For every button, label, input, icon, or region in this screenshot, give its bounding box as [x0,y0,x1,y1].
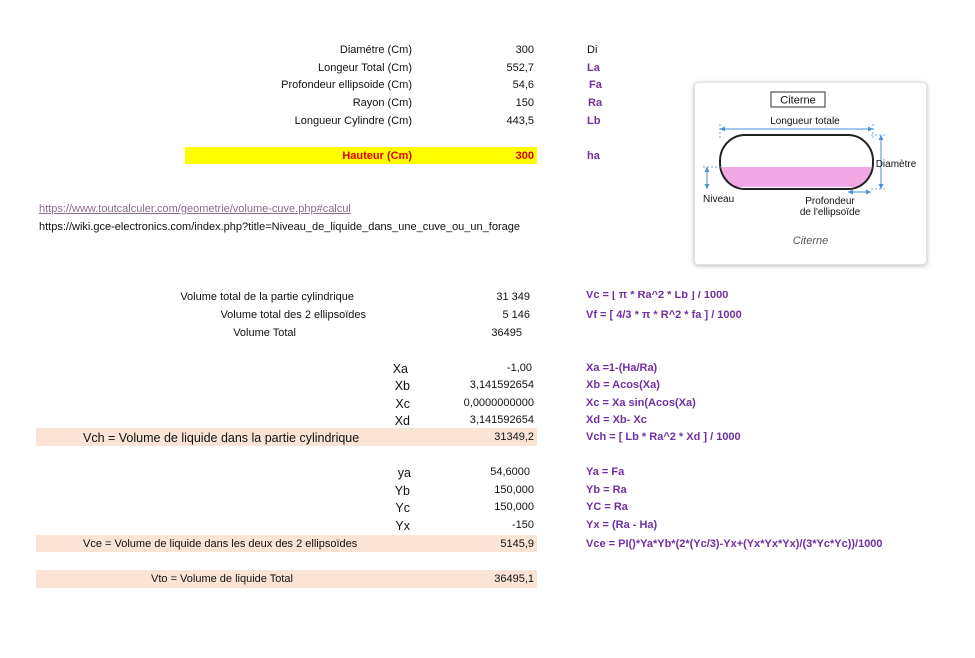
volume-formula-cylindrique: Vc = [ π * Ra^2 * Lb ] / 1000 [586,291,729,300]
xvar-value-xc[interactable]: 0,0000000000 [463,397,534,409]
xvar-value-xd[interactable]: 3,141592654 [469,414,534,426]
tank-diagram [703,91,918,223]
vce-value[interactable]: 5145,9 [500,538,534,550]
volume-value-total[interactable]: 36495 [491,327,522,339]
diagram-level-label: Niveau [703,194,735,205]
xvar-label-xc: Xc [395,397,410,411]
yvar-label-yb: Yb [394,484,410,498]
diagram-caption: Citerne [792,235,829,247]
diagram-diameter-label: Diamètre [875,159,917,170]
param-code-longueur-cylindre: Lb [587,115,601,127]
param-label-profondeur: Profondeur ellipsoide (Cm) [281,79,412,91]
hauteur-label: Hauteur (Cm) [342,150,412,162]
yvar-label-ya: ya [397,466,411,480]
diagram-title: Citerne [780,94,816,107]
vto-label: Vto = Volume de liquide Total [151,573,293,585]
volume-label-ellipsoides: Volume total des 2 ellipsoïdes [220,309,366,321]
param-code-profondeur: Fa [589,79,602,91]
yvar-formula-yc: YC = Ra [586,501,628,513]
yvar-value-ya[interactable]: 54,6000 [490,466,530,478]
vch-formula: Vch = [ Lb * Ra^2 * Xd ] / 1000 [586,431,741,443]
yvar-value-yb[interactable]: 150,000 [494,484,534,496]
vch-value[interactable]: 31349,2 [494,431,534,443]
hauteur-value[interactable]: 300 [515,150,534,162]
tank-liquid [722,167,871,187]
xvar-formula-xa: Xa =1-(Ha/Ra) [586,362,658,374]
vto-value[interactable]: 36495,1 [494,573,534,585]
yvar-value-yx[interactable]: -150 [511,519,534,531]
xvar-label-xa: Xa [392,362,408,376]
xvar-formula-xb: Xb = Acos(Xa) [586,379,660,391]
yvar-formula-ya: Ya = Fa [586,466,625,478]
diagram-length-label: Longueur totale [770,116,840,127]
volume-value-cylindrique[interactable]: 31 349 [496,291,530,303]
yvar-label-yc: Yc [395,501,410,515]
hauteur-code: ha [587,150,600,162]
yvar-formula-yb: Yb = Ra [586,484,627,496]
param-code-diametre: Di [587,44,598,56]
vce-formula: Vce = PI()*Ya*Yb*(2*(Yc/3)-Yx+(Yx*Yx*Yx)/(3*Yc*Yc))/1000 [586,538,883,550]
xvar-formula-xc: Xc = Xa sin(Acos(Xa) [586,397,696,409]
vch-label: Vch = Volume de liquide dans la partie cylindrique [83,431,360,445]
volume-label-cylindrique: Volume total de la partie cylindrique [180,291,354,303]
param-value-profondeur[interactable]: 54,6 [512,79,534,91]
citerne-diagram [703,91,918,223]
param-value-rayon[interactable]: 150 [515,97,534,109]
yvar-formula-yx: Yx = (Ra - Ha) [586,519,658,531]
param-code-rayon: Ra [588,97,603,109]
xvar-value-xb[interactable]: 3,141592654 [469,379,534,391]
param-value-diametre[interactable]: 300 [515,44,534,56]
param-value-longueur-cylindre[interactable]: 443,5 [506,115,534,127]
xvar-formula-xd: Xd = Xb- Xc [586,414,647,426]
xvar-value-xa[interactable]: -1,00 [506,362,532,374]
xvar-label-xd: Xd [394,414,410,428]
citerne-card [694,82,927,265]
diagram-depth-label-1: Profondeur [805,196,855,207]
param-label-diametre: Diamétre (Cm) [339,44,412,56]
xvar-label-xb: Xb [394,379,410,393]
yvar-label-yx: Yx [395,519,410,533]
param-value-longueur-total[interactable]: 552,7 [506,62,534,74]
vce-label: Vce = Volume de liquide dans les deux des 2 ellipsoïdes [83,538,358,550]
param-label-rayon: Rayon (Cm) [352,97,412,109]
link-toutcalculer[interactable]: https://www.toutcalculer.com/geometrie/volume-cuve.php#calcul [39,203,351,215]
diagram-depth-label-2: de l'ellipsoïde [799,207,861,218]
volume-label-total: Volume Total [233,327,296,339]
param-label-longueur-total: Longeur Total (Cm) [318,62,412,74]
volume-value-ellipsoides[interactable]: 5 146 [502,309,530,321]
param-code-longueur-total: La [587,62,600,74]
param-label-longueur-cylindre: Longueur Cylindre (Cm) [294,115,412,127]
link-gce-electronics[interactable]: https://wiki.gce-electronics.com/index.php?title=Niveau_de_liquide_dans_une_cuve_ou_un_forage [39,221,520,233]
volume-formula-ellipsoides: Vf = [ 4/3 * π * R^2 * fa ] / 1000 [586,309,742,321]
yvar-value-yc[interactable]: 150,000 [494,501,534,513]
